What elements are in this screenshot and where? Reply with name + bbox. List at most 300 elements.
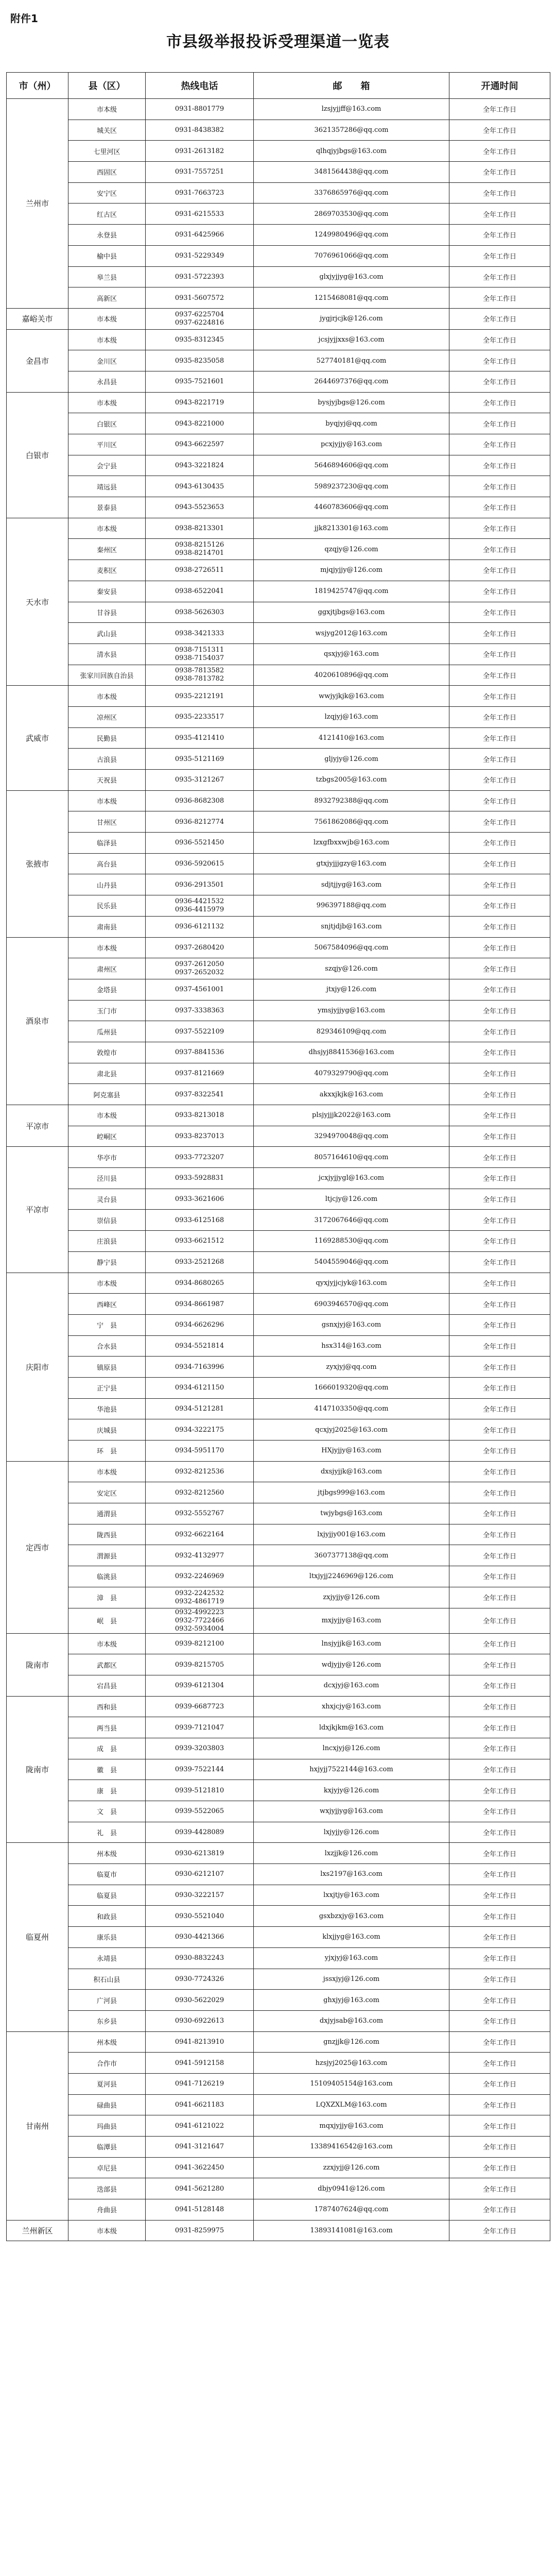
email-cell: jtjbgs999@163.com: [254, 1482, 449, 1503]
hotline-cell: 0937-4561001: [146, 979, 254, 1000]
county-cell: 文 县: [68, 1801, 146, 1822]
table-row: [7, 182, 550, 204]
county-cell: 敦煌市: [68, 1042, 146, 1063]
table-row: [7, 1335, 550, 1357]
table-row: [7, 329, 550, 350]
county-cell: 合作市: [68, 2053, 146, 2074]
email-cell: 4020610896@qq.com: [254, 665, 449, 686]
county-cell: 崆峒区: [68, 1126, 146, 1147]
table-row: [7, 287, 550, 309]
hotline-cell: 0937-6225704 0937-6224816: [146, 308, 254, 329]
email-cell: lncxjyj@126.com: [254, 1738, 449, 1759]
county-cell: 东乡县: [68, 2010, 146, 2031]
hotline-cell: 0934-3222175: [146, 1419, 254, 1440]
hours-cell: 全年工作日: [449, 245, 550, 266]
hotline-cell: 0943-3221824: [146, 455, 254, 476]
hours-cell: 全年工作日: [449, 350, 550, 371]
email-cell: 13893141081@163.com: [254, 2220, 449, 2241]
hours-cell: 全年工作日: [449, 1168, 550, 1189]
hours-cell: 全年工作日: [449, 1000, 550, 1021]
hotline-cell: 0938-6522041: [146, 581, 254, 602]
hotline-cell: 0943-5523653: [146, 497, 254, 518]
email-cell: hxjyjj7522144@163.com: [254, 1759, 449, 1780]
table-row: [7, 1419, 550, 1440]
email-cell: wxjyjjyg@163.com: [254, 1801, 449, 1822]
email-cell: lzsjyjjff@163.com: [254, 99, 449, 120]
hours-cell: 全年工作日: [449, 2199, 550, 2221]
hotline-cell: 0936-8682308: [146, 790, 254, 811]
email-cell: xhxjcjy@163.com: [254, 1696, 449, 1717]
hours-cell: 全年工作日: [449, 1251, 550, 1273]
hotline-cell: 0931-5607572: [146, 287, 254, 309]
county-cell: 州本级: [68, 2031, 146, 2053]
email-cell: hsx314@163.com: [254, 1335, 449, 1357]
county-cell: 红古区: [68, 204, 146, 225]
county-cell: 阿克塞县: [68, 1084, 146, 1105]
table-row: [7, 1927, 550, 1948]
table-row: [7, 623, 550, 644]
email-cell: dbjy0941@126.com: [254, 2178, 449, 2199]
table-row: [7, 1461, 550, 1482]
hours-cell: 全年工作日: [449, 1566, 550, 1587]
hours-cell: 全年工作日: [449, 99, 550, 120]
hotline-cell: 0935-2212191: [146, 686, 254, 707]
email-cell: wsjyg2012@163.com: [254, 623, 449, 644]
email-cell: ghxjyj@163.com: [254, 1990, 449, 2011]
hotline-cell: 0935-5121169: [146, 749, 254, 770]
hours-cell: 全年工作日: [449, 937, 550, 958]
email-cell: mjqjyjjy@126.com: [254, 560, 449, 581]
email-cell: plsjyjjjk2022@163.com: [254, 1105, 449, 1126]
table-header-row: [7, 73, 550, 99]
table-row: [7, 1042, 550, 1063]
hours-cell: 全年工作日: [449, 853, 550, 874]
hours-cell: 全年工作日: [449, 1189, 550, 1210]
hours-cell: 全年工作日: [449, 2157, 550, 2178]
county-cell: 宕昌县: [68, 1675, 146, 1696]
county-cell: 环 县: [68, 1440, 146, 1462]
email-cell: jssxjyj@126.com: [254, 1969, 449, 1990]
email-cell: 5404559046@qq.com: [254, 1251, 449, 1273]
hotline-cell: 0938-3421333: [146, 623, 254, 644]
county-cell: 临潭县: [68, 2137, 146, 2158]
email-cell: pcxjyjjy@163.com: [254, 434, 449, 455]
email-cell: 5067584096@qq.com: [254, 937, 449, 958]
county-cell: 金川区: [68, 350, 146, 371]
hours-cell: 全年工作日: [449, 1608, 550, 1633]
hotline-cell: 0939-7121047: [146, 1717, 254, 1738]
email-cell: 7561862086@qq.com: [254, 811, 449, 833]
table-row: [7, 2137, 550, 2158]
email-cell: 2869703530@qq.com: [254, 204, 449, 225]
email-cell: 2644697376@qq.com: [254, 371, 449, 392]
table-row: [7, 204, 550, 225]
email-cell: 7076961066@qq.com: [254, 245, 449, 266]
table-row: [7, 434, 550, 455]
hours-cell: 全年工作日: [449, 120, 550, 141]
county-cell: 州本级: [68, 1843, 146, 1864]
hours-cell: 全年工作日: [449, 1969, 550, 1990]
county-cell: 民勤县: [68, 727, 146, 749]
email-cell: gnzjjk@126.com: [254, 2031, 449, 2053]
hotline-cell: 0939-5522065: [146, 1801, 254, 1822]
hotline-cell: 0941-5912158: [146, 2053, 254, 2074]
county-cell: 瓜州县: [68, 1021, 146, 1042]
hours-cell: 全年工作日: [449, 455, 550, 476]
hotline-cell: 0931-6425966: [146, 225, 254, 246]
email-cell: gsnxjyj@163.com: [254, 1314, 449, 1335]
hotline-cell: 0937-5522109: [146, 1021, 254, 1042]
county-cell: 市本级: [68, 2220, 146, 2241]
hours-cell: 全年工作日: [449, 602, 550, 623]
email-cell: qsxjyj@163.com: [254, 643, 449, 665]
table-row: [7, 1990, 550, 2011]
county-cell: 市本级: [68, 1273, 146, 1294]
county-cell: 甘谷县: [68, 602, 146, 623]
table-row: [7, 1545, 550, 1566]
email-cell: 4079329790@qq.com: [254, 1063, 449, 1084]
table-row: [7, 1608, 550, 1633]
hours-cell: 全年工作日: [449, 2073, 550, 2094]
county-cell: 凉州区: [68, 706, 146, 727]
hours-cell: 全年工作日: [449, 1801, 550, 1822]
table-row: [7, 560, 550, 581]
hotline-cell: 0932-4132977: [146, 1545, 254, 1566]
county-cell: 积石山县: [68, 1969, 146, 1990]
email-cell: qcxjyj2025@163.com: [254, 1419, 449, 1440]
county-cell: 庆城县: [68, 1419, 146, 1440]
email-cell: dxsjyjjk@163.com: [254, 1461, 449, 1482]
hotline-cell: 0932-8212560: [146, 1482, 254, 1503]
county-cell: 市本级: [68, 1461, 146, 1482]
table-row: [7, 1633, 550, 1654]
hours-cell: 全年工作日: [449, 1696, 550, 1717]
county-cell: 宁 县: [68, 1314, 146, 1335]
table-row: [7, 1675, 550, 1696]
hours-cell: 全年工作日: [449, 1126, 550, 1147]
hotline-cell: 0935-7521601: [146, 371, 254, 392]
county-cell: 皋兰县: [68, 266, 146, 287]
hotline-cell: 0933-7723207: [146, 1147, 254, 1168]
table-row: [7, 266, 550, 287]
city-cell: 陇南市: [7, 1633, 68, 1696]
table-row: [7, 2178, 550, 2199]
hotline-cell: 0931-6215533: [146, 204, 254, 225]
hours-cell: 全年工作日: [449, 308, 550, 329]
email-cell: HXjyjjy@163.com: [254, 1440, 449, 1462]
hotline-cell: 0931-5229349: [146, 245, 254, 266]
county-cell: 漳 县: [68, 1587, 146, 1608]
hours-cell: 全年工作日: [449, 727, 550, 749]
county-cell: 肃北县: [68, 1063, 146, 1084]
county-cell: 景泰县: [68, 497, 146, 518]
hotline-cell: 0933-6621512: [146, 1231, 254, 1252]
hours-cell: 全年工作日: [449, 643, 550, 665]
email-cell: ggxjtjbgs@163.com: [254, 602, 449, 623]
table-row: [7, 539, 550, 560]
hours-cell: 全年工作日: [449, 1503, 550, 1524]
county-cell: 康 县: [68, 1780, 146, 1801]
table-row: [7, 833, 550, 854]
county-cell: 礼 县: [68, 1822, 146, 1843]
table-row: [7, 2073, 550, 2094]
hours-cell: 全年工作日: [449, 266, 550, 287]
email-cell: lzqjyj@163.com: [254, 706, 449, 727]
email-cell: 5989237230@qq.com: [254, 476, 449, 497]
table-row: [7, 2220, 550, 2241]
table-row: [7, 1503, 550, 1524]
column-header-city: 市（州）: [7, 73, 68, 99]
table-row: [7, 1906, 550, 1927]
email-cell: 527740181@qq.com: [254, 350, 449, 371]
email-cell: mxjyjjy@163.com: [254, 1608, 449, 1633]
email-cell: byqjyj@qq.com: [254, 413, 449, 434]
hotline-cell: 0941-8213910: [146, 2031, 254, 2053]
city-cell: 平凉市: [7, 1105, 68, 1147]
hotline-cell: 0932-4992223 0932-7722466 0932-5934004: [146, 1608, 254, 1633]
table-row: [7, 1314, 550, 1335]
county-cell: 市本级: [68, 790, 146, 811]
county-cell: 西和县: [68, 1696, 146, 1717]
hotline-cell: 0939-6121304: [146, 1675, 254, 1696]
table-row: [7, 979, 550, 1000]
table-row: [7, 1377, 550, 1398]
city-cell: 酒泉市: [7, 937, 68, 1105]
page-title: 市县级举报投诉受理渠道一览表: [166, 33, 390, 51]
table-row: [7, 245, 550, 266]
table-row: [7, 643, 550, 665]
email-cell: 1169288530@qq.com: [254, 1231, 449, 1252]
table-row: [7, 1273, 550, 1294]
table-row: [7, 706, 550, 727]
hotline-cell: 0934-8661987: [146, 1294, 254, 1315]
column-header-county: 县（区）: [68, 73, 146, 99]
county-cell: 临夏县: [68, 1885, 146, 1906]
hours-cell: 全年工作日: [449, 329, 550, 350]
table-row: [7, 665, 550, 686]
table-row: [7, 497, 550, 518]
email-cell: 996397188@qq.com: [254, 895, 449, 917]
email-cell: jtxjy@126.com: [254, 979, 449, 1000]
email-cell: jcxjyjjygl@163.com: [254, 1168, 449, 1189]
table-row: [7, 476, 550, 497]
hours-cell: 全年工作日: [449, 1843, 550, 1864]
table-row: [7, 1440, 550, 1462]
county-cell: 市本级: [68, 308, 146, 329]
table-row: [7, 2031, 550, 2053]
hotline-cell: 0930-6213819: [146, 1843, 254, 1864]
email-cell: 3172067646@qq.com: [254, 1210, 449, 1231]
city-cell: 兰州市: [7, 99, 68, 309]
hours-cell: 全年工作日: [449, 1717, 550, 1738]
hours-cell: 全年工作日: [449, 706, 550, 727]
hours-cell: 全年工作日: [449, 287, 550, 309]
county-cell: 天祝县: [68, 770, 146, 791]
email-cell: zzxjyjj@126.com: [254, 2157, 449, 2178]
hours-cell: 全年工作日: [449, 1885, 550, 1906]
hours-cell: 全年工作日: [449, 1654, 550, 1675]
table-row: [7, 790, 550, 811]
table-body: [7, 99, 550, 2241]
email-cell: qyxjyjjcjyk@163.com: [254, 1273, 449, 1294]
table-row: [7, 120, 550, 141]
county-cell: 市本级: [68, 937, 146, 958]
table-row: [7, 350, 550, 371]
email-cell: jygjrjcjk@126.com: [254, 308, 449, 329]
email-cell: 3481564438@qq.com: [254, 162, 449, 183]
hours-cell: 全年工作日: [449, 790, 550, 811]
hotline-cell: 0939-7522144: [146, 1759, 254, 1780]
email-cell: 1215468081@qq.com: [254, 287, 449, 309]
hotline-cell: 0930-8832243: [146, 1947, 254, 1969]
hotline-cell: 0935-2233517: [146, 706, 254, 727]
table-row: [7, 1822, 550, 1843]
table-row: [7, 811, 550, 833]
hours-cell: 全年工作日: [449, 434, 550, 455]
hotline-cell: 0939-6687723: [146, 1696, 254, 1717]
email-cell: szqjy@126.com: [254, 958, 449, 979]
hotline-cell: 0936-5521450: [146, 833, 254, 854]
table-row: [7, 2010, 550, 2031]
county-cell: 市本级: [68, 518, 146, 539]
table-row: [7, 958, 550, 979]
hotline-cell: 0934-5121281: [146, 1398, 254, 1419]
email-cell: lxs2197@163.com: [254, 1864, 449, 1885]
hours-cell: 全年工作日: [449, 1738, 550, 1759]
city-cell: 兰州新区: [7, 2220, 68, 2241]
table-row: [7, 141, 550, 162]
county-cell: 灵台县: [68, 1189, 146, 1210]
county-cell: 临泽县: [68, 833, 146, 854]
hours-cell: 全年工作日: [449, 497, 550, 518]
county-cell: 秦安县: [68, 581, 146, 602]
hours-cell: 全年工作日: [449, 1419, 550, 1440]
table-row: [7, 413, 550, 434]
table-row: [7, 2053, 550, 2074]
hotline-cell: 0932-8212536: [146, 1461, 254, 1482]
email-cell: akxxjkjk@163.com: [254, 1084, 449, 1105]
hotline-cell: 0930-6922613: [146, 2010, 254, 2031]
hotline-cell: 0932-2246969: [146, 1566, 254, 1587]
email-cell: dhsjyj8841536@163.com: [254, 1042, 449, 1063]
hotline-cell: 0932-5552767: [146, 1503, 254, 1524]
county-cell: 会宁县: [68, 455, 146, 476]
email-cell: wdjyjjy@126.com: [254, 1654, 449, 1675]
hotline-cell: 0934-7163996: [146, 1357, 254, 1378]
county-cell: 两当县: [68, 1717, 146, 1738]
hotline-cell: 0930-4421366: [146, 1927, 254, 1948]
city-cell: 武威市: [7, 686, 68, 790]
email-cell: 13389416542@163.com: [254, 2137, 449, 2158]
hours-cell: 全年工作日: [449, 1357, 550, 1378]
table-row: [7, 895, 550, 917]
hotline-cell: 0939-8212100: [146, 1633, 254, 1654]
table-row: [7, 1759, 550, 1780]
hotline-cell: 0938-7151311 0938-7154037: [146, 643, 254, 665]
hours-cell: 全年工作日: [449, 811, 550, 833]
email-cell: klxjjyg@163.com: [254, 1927, 449, 1948]
hotline-cell: 0935-8312345: [146, 329, 254, 350]
email-cell: ltxjyjj2246969@126.com: [254, 1566, 449, 1587]
email-cell: ymsjyjjyg@163.com: [254, 1000, 449, 1021]
hotline-cell: 0937-2612050 0937-2652032: [146, 958, 254, 979]
email-cell: snjtjdjb@163.com: [254, 916, 449, 937]
hotline-cell: 0943-8221000: [146, 413, 254, 434]
email-cell: 4460783606@qq.com: [254, 497, 449, 518]
email-cell: 5646894606@qq.com: [254, 455, 449, 476]
county-cell: 泾川县: [68, 1168, 146, 1189]
hours-cell: 全年工作日: [449, 204, 550, 225]
county-cell: 靖远县: [68, 476, 146, 497]
email-cell: jjk8213301@163.com: [254, 518, 449, 539]
table-row: [7, 1696, 550, 1717]
city-cell: 金昌市: [7, 329, 68, 392]
hours-cell: 全年工作日: [449, 1231, 550, 1252]
table-row: [7, 1084, 550, 1105]
hours-cell: 全年工作日: [449, 560, 550, 581]
county-cell: 镇原县: [68, 1357, 146, 1378]
email-cell: yjxjyj@163.com: [254, 1947, 449, 1969]
hotline-cell: 0941-3121647: [146, 2137, 254, 2158]
hours-cell: 全年工作日: [449, 371, 550, 392]
table-row: [7, 1717, 550, 1738]
column-header-hours: 开通时间: [449, 73, 550, 99]
email-cell: lzxgfbxxwjb@163.com: [254, 833, 449, 854]
hotline-cell: 0933-6125168: [146, 1210, 254, 1231]
hotline-cell: 0931-2613182: [146, 141, 254, 162]
hotline-cell: 0930-5622029: [146, 1990, 254, 2011]
hotline-cell: 0943-8221719: [146, 392, 254, 413]
hours-cell: 全年工作日: [449, 141, 550, 162]
hours-cell: 全年工作日: [449, 1906, 550, 1927]
table-row: [7, 1147, 550, 1168]
table-row: [7, 1885, 550, 1906]
city-cell: 定西市: [7, 1461, 68, 1633]
hotline-cell: 0938-7813582 0938-7813782: [146, 665, 254, 686]
email-cell: lxxjtjy@163.com: [254, 1885, 449, 1906]
hotline-cell: 0931-5722393: [146, 266, 254, 287]
hotline-cell: 0931-7663723: [146, 182, 254, 204]
hotline-cell: 0939-8215705: [146, 1654, 254, 1675]
hours-cell: 全年工作日: [449, 686, 550, 707]
hours-cell: 全年工作日: [449, 2010, 550, 2031]
table-row: [7, 1864, 550, 1885]
email-cell: jcsjyjjxxs@163.com: [254, 329, 449, 350]
county-cell: 通渭县: [68, 1503, 146, 1524]
hours-cell: 全年工作日: [449, 1780, 550, 1801]
email-cell: 1666019320@qq.com: [254, 1377, 449, 1398]
county-cell: 成 县: [68, 1738, 146, 1759]
column-header-email: 邮 箱: [254, 73, 449, 99]
hours-cell: 全年工作日: [449, 1482, 550, 1503]
table-row: [7, 916, 550, 937]
hours-cell: 全年工作日: [449, 581, 550, 602]
table-row: [7, 1251, 550, 1273]
table-row: [7, 1210, 550, 1231]
table-row: [7, 727, 550, 749]
hotline-cell: 0937-8841536: [146, 1042, 254, 1063]
county-cell: 和政县: [68, 1906, 146, 1927]
hotline-cell: 0934-8680265: [146, 1273, 254, 1294]
hotline-cell: 0938-8213301: [146, 518, 254, 539]
hotline-cell: 0943-6130435: [146, 476, 254, 497]
county-cell: 华池县: [68, 1398, 146, 1419]
table-row: [7, 1587, 550, 1608]
email-cell: hzsjyj2025@163.com: [254, 2053, 449, 2074]
hotline-cell: 0934-6626296: [146, 1314, 254, 1335]
table-row: [7, 1801, 550, 1822]
hotline-cell: 0937-8322541: [146, 1084, 254, 1105]
